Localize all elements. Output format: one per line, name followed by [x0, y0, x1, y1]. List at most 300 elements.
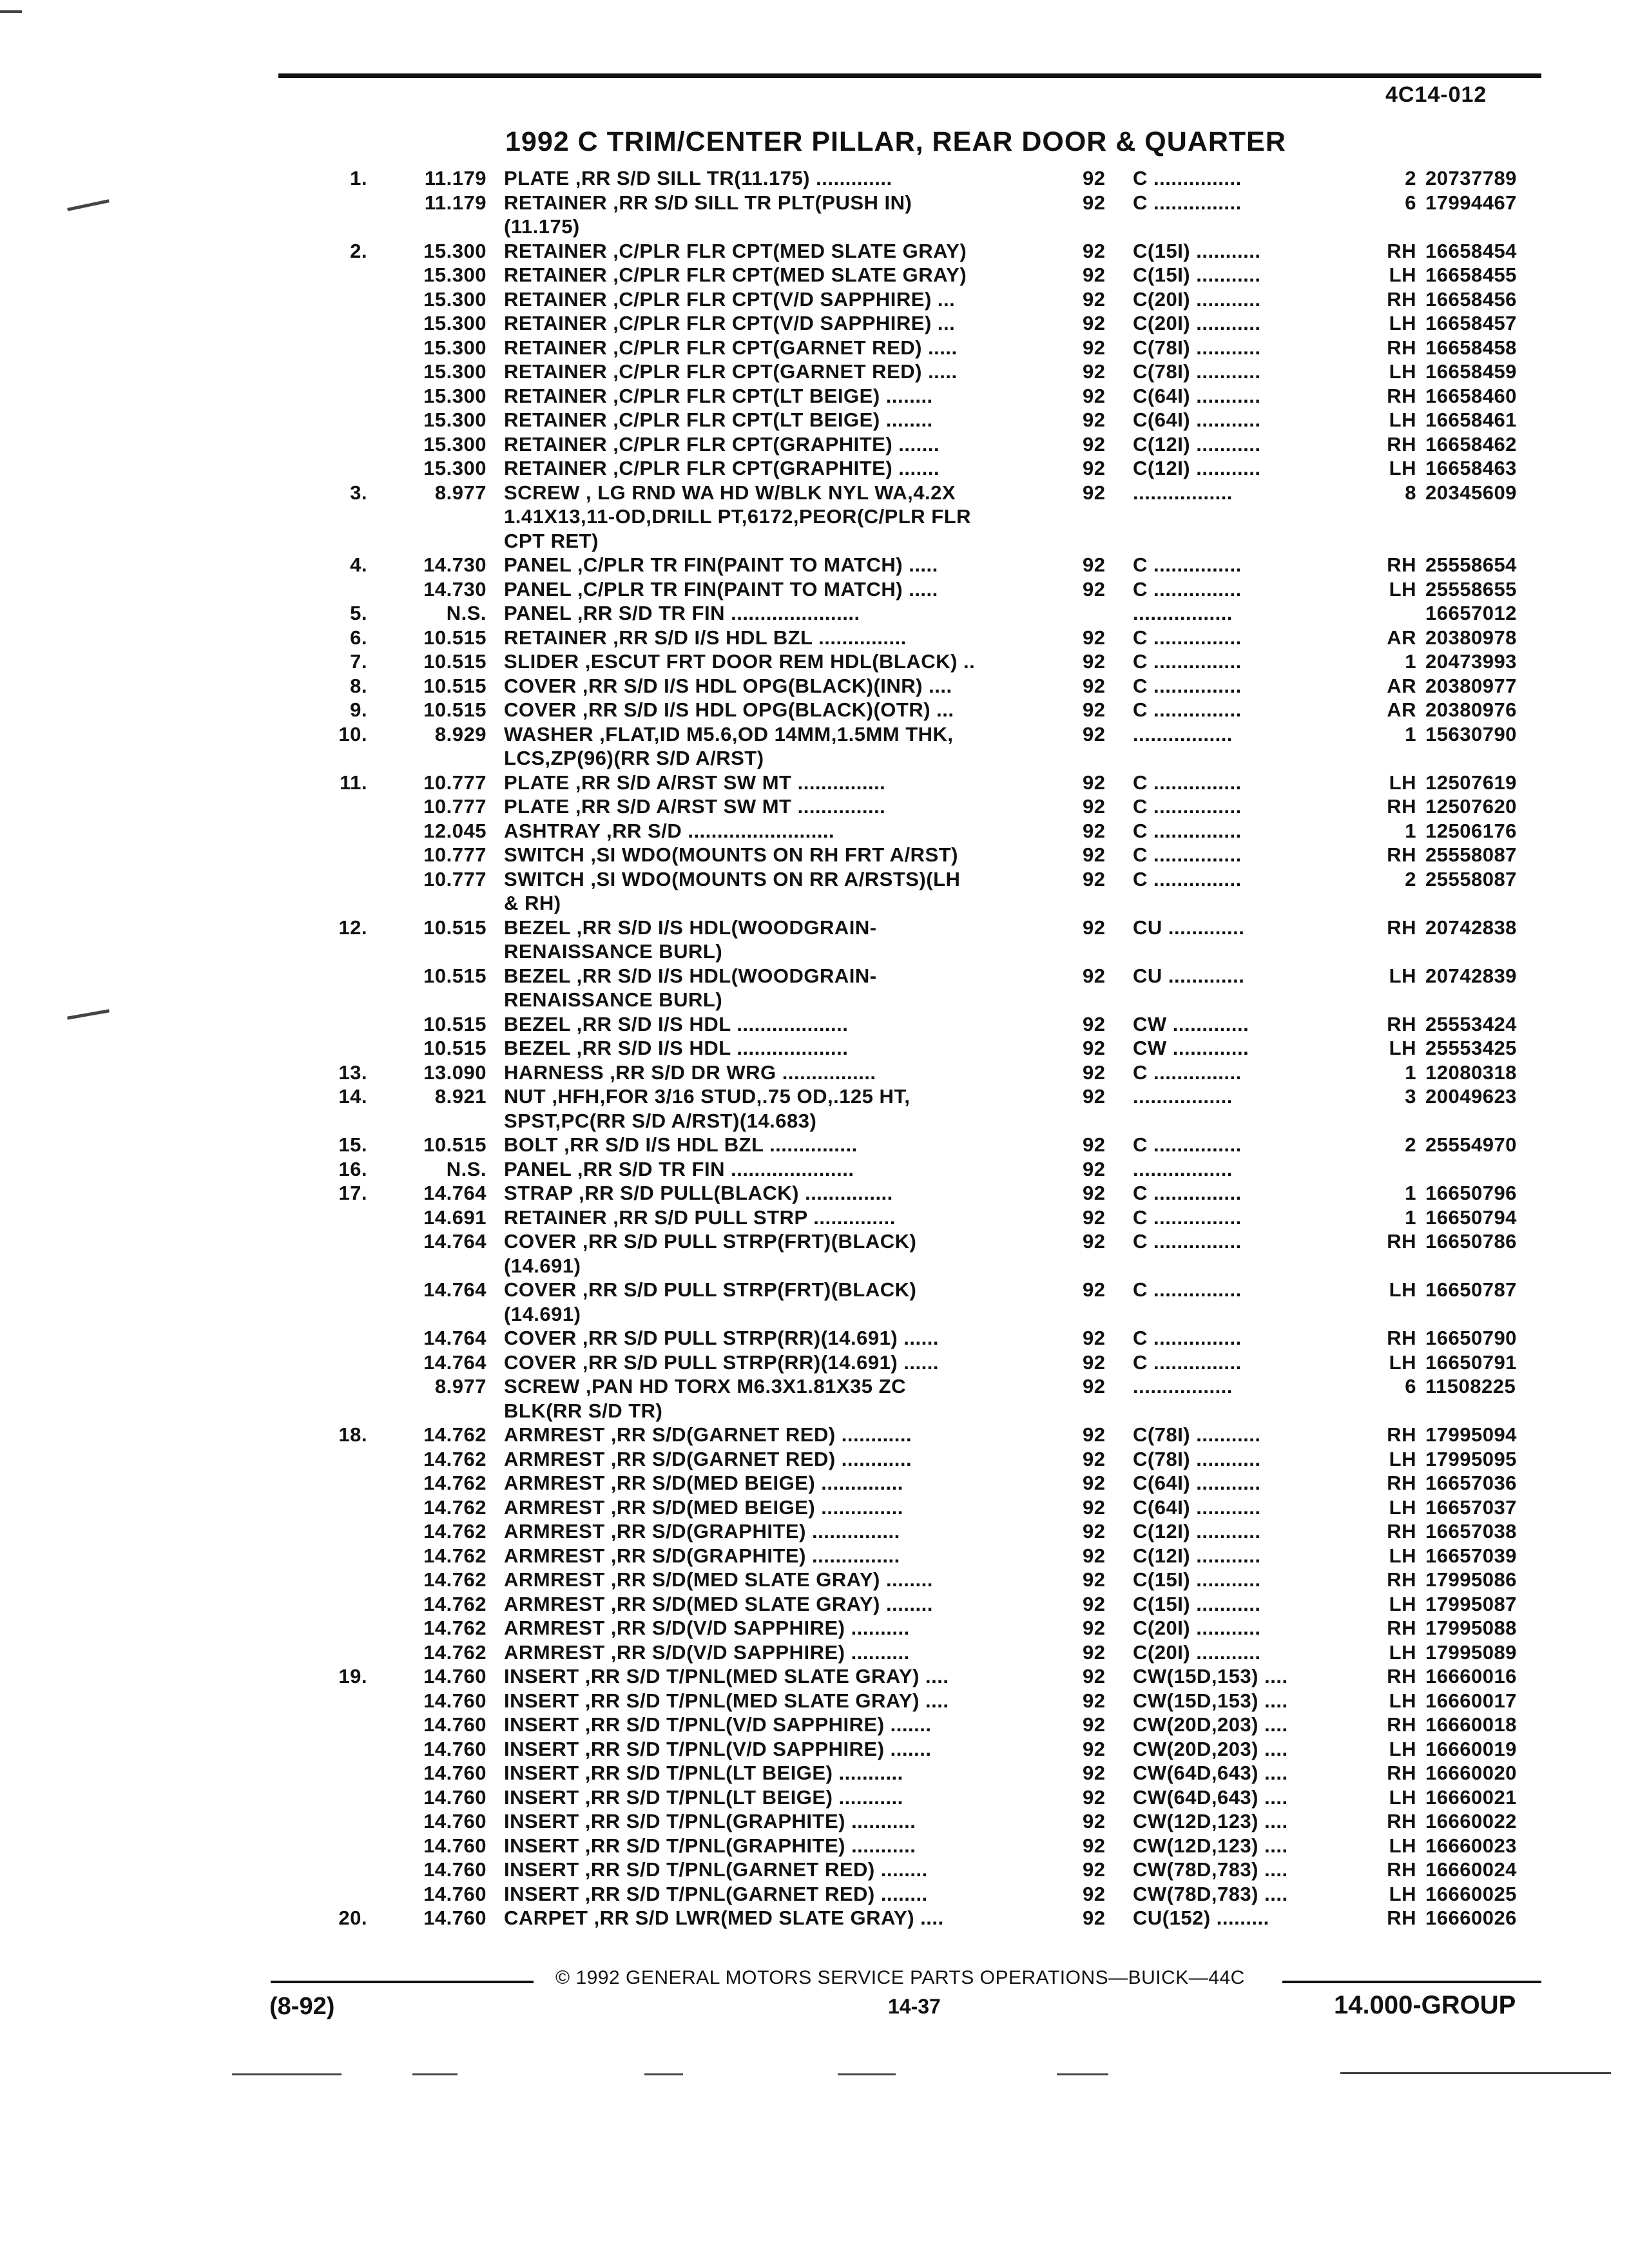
part-description: RETAINER ,RR S/D I/S HDL BZL ...............	[504, 626, 907, 649]
part-description: INSERT ,RR S/D T/PNL(LT BEIGE) ...........	[504, 1785, 903, 1809]
part-group-number: 8.929	[434, 722, 487, 745]
part-quantity: 1	[1405, 650, 1416, 673]
part-year: 92	[1083, 1327, 1106, 1349]
part-model-code: C(20I) ...........	[1133, 1640, 1261, 1664]
part-group-number: 14.760	[423, 1762, 487, 1784]
part-group-number: 14.760	[423, 1882, 487, 1905]
part-model-code: C ...............	[1133, 819, 1242, 842]
part-group-number: 14.764	[423, 1230, 487, 1253]
part-model-code: C(20I) ...........	[1133, 1617, 1261, 1639]
part-description: RETAINER ,C/PLR FLR CPT(GRAPHITE) .......	[504, 432, 940, 456]
part-group-number: 14.762	[423, 1544, 487, 1567]
part-quantity: RH	[1387, 239, 1416, 262]
part-number: 25554970	[1425, 1133, 1517, 1156]
table-row	[0, 626, 1629, 650]
part-number: 11508225	[1425, 1375, 1516, 1398]
part-number: 25558654	[1425, 553, 1517, 576]
part-quantity: 1	[1405, 1182, 1416, 1204]
part-group-number: 14.764	[423, 1350, 487, 1374]
part-quantity: RH	[1387, 1568, 1416, 1591]
table-row	[0, 939, 1629, 964]
part-group-number: 10.515	[423, 964, 487, 987]
part-model-code: C ...............	[1133, 1182, 1242, 1204]
part-year: 92	[1083, 1592, 1106, 1615]
part-group-number: 14.760	[423, 1713, 487, 1736]
part-description: INSERT ,RR S/D T/PNL(LT BEIGE) ...........	[504, 1762, 903, 1784]
part-quantity: AR	[1387, 674, 1416, 697]
part-year: 92	[1083, 771, 1106, 794]
part-model-code: C(15I) ...........	[1133, 1568, 1261, 1591]
part-description: COVER ,RR S/D I/S HDL OPG(BLACK)(INR) ....	[504, 674, 952, 697]
table-row	[0, 505, 1629, 529]
part-year: 92	[1083, 481, 1106, 504]
table-row	[0, 1423, 1629, 1447]
part-quantity: RH	[1387, 384, 1416, 407]
part-number: 20380978	[1425, 626, 1517, 649]
header-rule	[278, 73, 1541, 78]
part-number: 17995088	[1425, 1617, 1517, 1639]
table-row	[0, 553, 1629, 577]
table-row	[0, 1689, 1629, 1713]
part-group-number: 15.300	[423, 408, 487, 431]
part-group-number: 15.300	[423, 287, 487, 311]
part-model-code: C(78I) ...........	[1133, 1447, 1261, 1470]
part-description: ARMREST ,RR S/D(MED BEIGE) ..............	[504, 1495, 903, 1519]
part-group-number: 10.515	[423, 1133, 487, 1156]
table-row	[0, 1302, 1629, 1327]
table-row	[0, 988, 1629, 1012]
table-row	[0, 263, 1629, 287]
part-year: 92	[1083, 1858, 1106, 1881]
part-model-code: .................	[1133, 602, 1233, 624]
part-year: 92	[1083, 650, 1106, 673]
part-year: 92	[1083, 819, 1106, 842]
part-item-number: 3.	[350, 481, 367, 504]
part-year: 92	[1083, 964, 1106, 987]
page-id: 4C14-012	[1385, 82, 1487, 107]
part-year: 92	[1083, 1737, 1106, 1760]
table-row	[0, 529, 1629, 553]
part-year: 92	[1083, 1810, 1106, 1832]
part-item-number: 5.	[350, 602, 367, 624]
part-number: 16658463	[1425, 457, 1517, 479]
part-model-code: C ...............	[1133, 1061, 1242, 1084]
part-model-code: .................	[1133, 722, 1233, 745]
part-description: SWITCH ,SI WDO(MOUNTS ON RR A/RSTS)(LH	[504, 867, 961, 890]
part-group-number: 14.760	[423, 1858, 487, 1881]
part-year: 92	[1083, 1350, 1106, 1374]
part-number: 16657012	[1425, 602, 1517, 624]
table-row	[0, 1640, 1629, 1665]
table-row	[0, 481, 1629, 505]
part-year: 92	[1083, 1472, 1106, 1494]
part-year: 92	[1083, 1495, 1106, 1519]
part-number: 17995087	[1425, 1592, 1517, 1615]
part-number: 17995086	[1425, 1568, 1517, 1591]
part-quantity: 8	[1405, 481, 1416, 504]
part-description: CPT RET)	[504, 529, 599, 552]
table-row	[0, 1906, 1629, 1930]
table-row	[0, 964, 1629, 988]
part-quantity: LH	[1389, 408, 1416, 431]
scan-dash	[1340, 2072, 1611, 2074]
part-year: 92	[1083, 384, 1106, 407]
table-row	[0, 819, 1629, 843]
part-description: RENAISSANCE BURL)	[504, 988, 723, 1011]
part-year: 92	[1083, 1133, 1106, 1156]
table-row	[0, 698, 1629, 722]
table-row	[0, 1447, 1629, 1472]
part-quantity: RH	[1387, 336, 1416, 359]
part-number: 25553425	[1425, 1037, 1517, 1059]
part-year: 92	[1083, 457, 1106, 479]
table-row	[0, 1399, 1629, 1423]
table-row	[0, 722, 1629, 747]
part-description: ARMREST ,RR S/D(MED SLATE GRAY) ........	[504, 1568, 933, 1591]
part-description: COVER ,RR S/D PULL STRP(RR)(14.691) ......	[504, 1327, 939, 1349]
part-quantity: LH	[1389, 1544, 1416, 1567]
part-group-number: 10.777	[423, 843, 487, 866]
part-model-code: CW(15D,153) ....	[1133, 1665, 1288, 1687]
part-group-number: 14.760	[423, 1810, 487, 1832]
part-group-number: 10.515	[423, 626, 487, 649]
part-year: 92	[1083, 1375, 1106, 1398]
part-group-number: 15.300	[423, 384, 487, 407]
part-group-number: 11.179	[424, 191, 487, 214]
part-model-code: .................	[1133, 1157, 1233, 1180]
part-year: 92	[1083, 1182, 1106, 1204]
table-row	[0, 1809, 1629, 1834]
part-group-number: 14.760	[423, 1785, 487, 1809]
part-model-code: C(12I) ...........	[1133, 432, 1261, 456]
part-model-code: C(64I) ...........	[1133, 384, 1261, 407]
part-description: PANEL ,RR S/D TR FIN .....................	[504, 1157, 854, 1180]
part-description: COVER ,RR S/D PULL STRP(FRT)(BLACK)	[504, 1230, 917, 1253]
part-group-number: 14.762	[423, 1640, 487, 1664]
part-group-number: 14.760	[423, 1665, 487, 1687]
part-year: 92	[1083, 577, 1106, 601]
part-description: ARMREST ,RR S/D(V/D SAPPHIRE) ..........	[504, 1640, 910, 1664]
scan-dash	[838, 2073, 896, 2075]
part-quantity: LH	[1389, 264, 1416, 286]
part-group-number: 14.691	[423, 1206, 487, 1229]
part-group-number: 14.760	[423, 1689, 487, 1712]
part-year: 92	[1083, 626, 1106, 649]
part-quantity: 2	[1405, 167, 1416, 189]
part-description: INSERT ,RR S/D T/PNL(V/D SAPPHIRE) .......	[504, 1737, 932, 1760]
table-row	[0, 432, 1629, 457]
part-model-code: C ...............	[1133, 771, 1242, 794]
part-group-number: 10.515	[423, 1012, 487, 1035]
part-year: 92	[1083, 795, 1106, 818]
part-number: 17995089	[1425, 1640, 1517, 1664]
part-model-code: CW(64D,643) ....	[1133, 1785, 1288, 1809]
part-description: WASHER ,FLAT,ID M5.6,OD 14MM,1.5MM THK,	[504, 722, 954, 745]
part-model-code: C ...............	[1133, 843, 1242, 866]
part-year: 92	[1083, 1617, 1106, 1639]
part-group-number: 14.762	[423, 1423, 487, 1446]
part-year: 92	[1083, 916, 1106, 939]
part-group-number: 14.762	[423, 1495, 487, 1519]
part-group-number: 14.762	[423, 1592, 487, 1615]
part-year: 92	[1083, 1157, 1106, 1180]
part-number: 16658457	[1425, 312, 1517, 334]
part-description: ARMREST ,RR S/D(MED SLATE GRAY) ........	[504, 1592, 933, 1615]
part-group-number: 10.515	[423, 916, 487, 939]
part-quantity: 3	[1405, 1085, 1416, 1108]
part-year: 92	[1083, 1230, 1106, 1253]
part-item-number: 17.	[338, 1182, 367, 1204]
part-number: 16658458	[1425, 336, 1517, 359]
table-row	[0, 649, 1629, 674]
part-description: INSERT ,RR S/D T/PNL(GARNET RED) ........	[504, 1858, 928, 1881]
part-description: RETAINER ,C/PLR FLR CPT(MED SLATE GRAY)	[504, 239, 967, 262]
table-row	[0, 1713, 1629, 1737]
part-model-code: C ...............	[1133, 553, 1242, 576]
part-group-number: 15.300	[423, 312, 487, 334]
part-model-code: C ...............	[1133, 698, 1242, 721]
part-item-number: 13.	[338, 1061, 367, 1084]
scan-dash	[412, 2073, 458, 2075]
part-description: RETAINER ,C/PLR FLR CPT(MED SLATE GRAY)	[504, 264, 967, 286]
part-model-code: CW(78D,783) ....	[1133, 1858, 1288, 1881]
part-quantity: LH	[1389, 1834, 1416, 1857]
part-item-number: 18.	[338, 1423, 367, 1446]
part-year: 92	[1083, 191, 1106, 214]
part-group-number: 8.977	[434, 481, 487, 504]
table-row	[0, 1084, 1629, 1109]
margin-mark	[0, 10, 22, 13]
part-number: 16650787	[1425, 1278, 1517, 1301]
part-model-code: C ...............	[1133, 577, 1242, 601]
part-number: 16660020	[1425, 1762, 1517, 1784]
part-description: INSERT ,RR S/D T/PNL(MED SLATE GRAY) ....	[504, 1665, 949, 1687]
part-description: (14.691)	[504, 1302, 581, 1325]
part-model-code: CW(15D,153) ....	[1133, 1689, 1288, 1712]
table-row	[0, 384, 1629, 408]
part-number: 12080318	[1425, 1061, 1517, 1084]
part-group-number: 14.764	[423, 1182, 487, 1204]
table-row	[0, 1229, 1629, 1254]
part-description: NUT ,HFH,FOR 3/16 STUD,.75 OD,.125 HT,	[504, 1085, 911, 1108]
part-quantity: 2	[1405, 867, 1416, 890]
part-model-code: C(78I) ...........	[1133, 360, 1261, 383]
table-row	[0, 287, 1629, 312]
part-year: 92	[1083, 1012, 1106, 1035]
part-group-number: N.S.	[446, 602, 487, 624]
part-number: 16650790	[1425, 1327, 1517, 1349]
part-description: RETAINER ,C/PLR FLR CPT(GARNET RED) .....	[504, 360, 958, 383]
part-number: 25558087	[1425, 867, 1517, 890]
part-year: 92	[1083, 167, 1106, 189]
part-group-number: 15.300	[423, 360, 487, 383]
part-number: 16658455	[1425, 264, 1517, 286]
table-row	[0, 1616, 1629, 1640]
part-number: 12506176	[1425, 819, 1517, 842]
part-year: 92	[1083, 1520, 1106, 1542]
part-number: 16650796	[1425, 1182, 1517, 1204]
part-group-number: 10.515	[423, 698, 487, 721]
part-description: SWITCH ,SI WDO(MOUNTS ON RH FRT A/RST)	[504, 843, 958, 866]
table-row	[0, 601, 1629, 626]
part-description: INSERT ,RR S/D T/PNL(V/D SAPPHIRE) .......	[504, 1713, 932, 1736]
part-number: 16658461	[1425, 408, 1517, 431]
table-row	[0, 408, 1629, 432]
part-number: 17995095	[1425, 1447, 1517, 1470]
part-year: 92	[1083, 1544, 1106, 1567]
part-year: 92	[1083, 1640, 1106, 1664]
part-group-number: 15.300	[423, 264, 487, 286]
part-description: BEZEL ,RR S/D I/S HDL(WOODGRAIN-	[504, 916, 877, 939]
part-description: PANEL ,RR S/D TR FIN ......................	[504, 602, 860, 624]
part-year: 92	[1083, 1785, 1106, 1809]
part-year: 92	[1083, 1713, 1106, 1736]
table-row	[0, 1834, 1629, 1858]
part-group-number: 15.300	[423, 457, 487, 479]
part-model-code: CW(64D,643) ....	[1133, 1762, 1288, 1784]
part-quantity: RH	[1387, 1665, 1416, 1687]
part-year: 92	[1083, 1907, 1106, 1929]
table-row	[0, 1109, 1629, 1133]
table-row	[0, 1737, 1629, 1762]
part-quantity: RH	[1387, 1617, 1416, 1639]
part-description: RETAINER ,C/PLR FLR CPT(V/D SAPPHIRE) ...	[504, 312, 956, 334]
part-year: 92	[1083, 867, 1106, 890]
part-model-code: C(64I) ...........	[1133, 408, 1261, 431]
part-item-number: 20.	[338, 1907, 367, 1929]
part-number: 16660017	[1425, 1689, 1517, 1712]
part-number: 16658462	[1425, 432, 1517, 456]
part-quantity: RH	[1387, 1810, 1416, 1832]
part-description: INSERT ,RR S/D T/PNL(MED SLATE GRAY) ....	[504, 1689, 949, 1712]
part-description: ARMREST ,RR S/D(GRAPHITE) ...............	[504, 1544, 900, 1567]
part-description: ARMREST ,RR S/D(GRAPHITE) ...............	[504, 1520, 900, 1542]
table-row	[0, 577, 1629, 602]
part-quantity: LH	[1389, 1882, 1416, 1905]
part-model-code: C(15I) ...........	[1133, 264, 1261, 286]
part-description: RETAINER ,RR S/D PULL STRP ..............	[504, 1206, 896, 1229]
part-description: ARMREST ,RR S/D(GARNET RED) ............	[504, 1447, 912, 1470]
part-model-code: CW(20D,203) ....	[1133, 1737, 1288, 1760]
part-year: 92	[1083, 1882, 1106, 1905]
part-number: 20380976	[1425, 698, 1517, 721]
part-quantity: RH	[1387, 916, 1416, 939]
part-description: PLATE ,RR S/D A/RST SW MT ...............	[504, 795, 886, 818]
part-description: BEZEL ,RR S/D I/S HDL(WOODGRAIN-	[504, 964, 877, 987]
part-description: RETAINER ,C/PLR FLR CPT(V/D SAPPHIRE) ...	[504, 287, 956, 311]
table-row	[0, 166, 1629, 191]
part-number: 16658456	[1425, 287, 1517, 311]
footer-page-number: 14-37	[888, 1995, 941, 2018]
part-model-code: C(64I) ...........	[1133, 1472, 1261, 1494]
part-model-code: C ...............	[1133, 867, 1242, 890]
part-model-code: CW .............	[1133, 1012, 1249, 1035]
part-item-number: 19.	[338, 1665, 367, 1687]
table-row	[0, 456, 1629, 481]
part-description: SCREW ,PAN HD TORX M6.3X1.81X35 ZC	[504, 1375, 906, 1398]
part-quantity: RH	[1387, 1907, 1416, 1929]
part-description: BEZEL ,RR S/D I/S HDL ...................	[504, 1012, 849, 1035]
part-quantity: AR	[1387, 698, 1416, 721]
part-group-number: 11.179	[424, 167, 487, 189]
part-number: 16650786	[1425, 1230, 1517, 1253]
part-group-number: 14.762	[423, 1520, 487, 1542]
part-quantity: LH	[1389, 312, 1416, 334]
part-year: 92	[1083, 1665, 1106, 1687]
part-year: 92	[1083, 843, 1106, 866]
part-number: 16658459	[1425, 360, 1517, 383]
part-number: 16660016	[1425, 1665, 1517, 1687]
part-year: 92	[1083, 1037, 1106, 1059]
part-description: RETAINER ,C/PLR FLR CPT(LT BEIGE) ........	[504, 384, 933, 407]
parts-table	[0, 166, 1629, 1930]
part-description: ARMREST ,RR S/D(GARNET RED) ............	[504, 1423, 912, 1446]
part-number: 12507620	[1425, 795, 1517, 818]
part-item-number: 4.	[350, 553, 367, 576]
part-number: 16660024	[1425, 1858, 1517, 1881]
part-model-code: C ...............	[1133, 1278, 1242, 1301]
part-item-number: 10.	[338, 722, 367, 745]
part-description: BEZEL ,RR S/D I/S HDL ...................	[504, 1037, 849, 1059]
table-row	[0, 1133, 1629, 1157]
part-description: SCREW , LG RND WA HD W/BLK NYL WA,4.2X	[504, 481, 956, 504]
part-quantity: RH	[1387, 843, 1416, 866]
part-year: 92	[1083, 698, 1106, 721]
table-row	[0, 1495, 1629, 1520]
part-description: INSERT ,RR S/D T/PNL(GRAPHITE) ...........	[504, 1834, 916, 1857]
part-group-number: 14.760	[423, 1907, 487, 1929]
part-item-number: 1.	[350, 167, 367, 189]
part-model-code: C(15I) ...........	[1133, 239, 1261, 262]
part-description: 1.41X13,11-OD,DRILL PT,6172,PEOR(C/PLR FLR	[504, 505, 972, 528]
part-model-code: .................	[1133, 1085, 1233, 1108]
part-model-code: C ...............	[1133, 1206, 1242, 1229]
part-quantity: RH	[1387, 1230, 1416, 1253]
part-year: 92	[1083, 336, 1106, 359]
part-group-number: 14.730	[423, 577, 487, 601]
scan-dash	[1057, 2073, 1108, 2075]
part-quantity: RH	[1387, 1762, 1416, 1784]
part-model-code: CW(12D,123) ....	[1133, 1834, 1288, 1857]
part-description: RETAINER ,C/PLR FLR CPT(GRAPHITE) .......	[504, 457, 940, 479]
table-row	[0, 215, 1629, 239]
part-quantity: LH	[1389, 1278, 1416, 1301]
part-number: 20742839	[1425, 964, 1517, 987]
part-group-number: 14.764	[423, 1278, 487, 1301]
part-description: RETAINER ,C/PLR FLR CPT(LT BEIGE) ........	[504, 408, 933, 431]
part-group-number: 10.777	[423, 867, 487, 890]
part-quantity: RH	[1387, 1327, 1416, 1349]
table-row	[0, 1592, 1629, 1617]
part-model-code: .................	[1133, 1375, 1233, 1398]
part-quantity: LH	[1389, 964, 1416, 987]
part-number: 20380977	[1425, 674, 1517, 697]
part-year: 92	[1083, 1423, 1106, 1446]
part-year: 92	[1083, 1085, 1106, 1108]
part-group-number: 15.300	[423, 239, 487, 262]
part-description: INSERT ,RR S/D T/PNL(GARNET RED) ........	[504, 1882, 928, 1905]
part-item-number: 16.	[338, 1157, 367, 1180]
footer-date: (8-92)	[269, 1993, 335, 2020]
part-year: 92	[1083, 287, 1106, 311]
part-quantity: LH	[1389, 1737, 1416, 1760]
part-number: 16660018	[1425, 1713, 1517, 1736]
table-row	[0, 1326, 1629, 1350]
part-model-code: C ...............	[1133, 191, 1242, 214]
table-row	[0, 1785, 1629, 1810]
part-group-number: 10.515	[423, 650, 487, 673]
part-group-number: 10.515	[423, 674, 487, 697]
